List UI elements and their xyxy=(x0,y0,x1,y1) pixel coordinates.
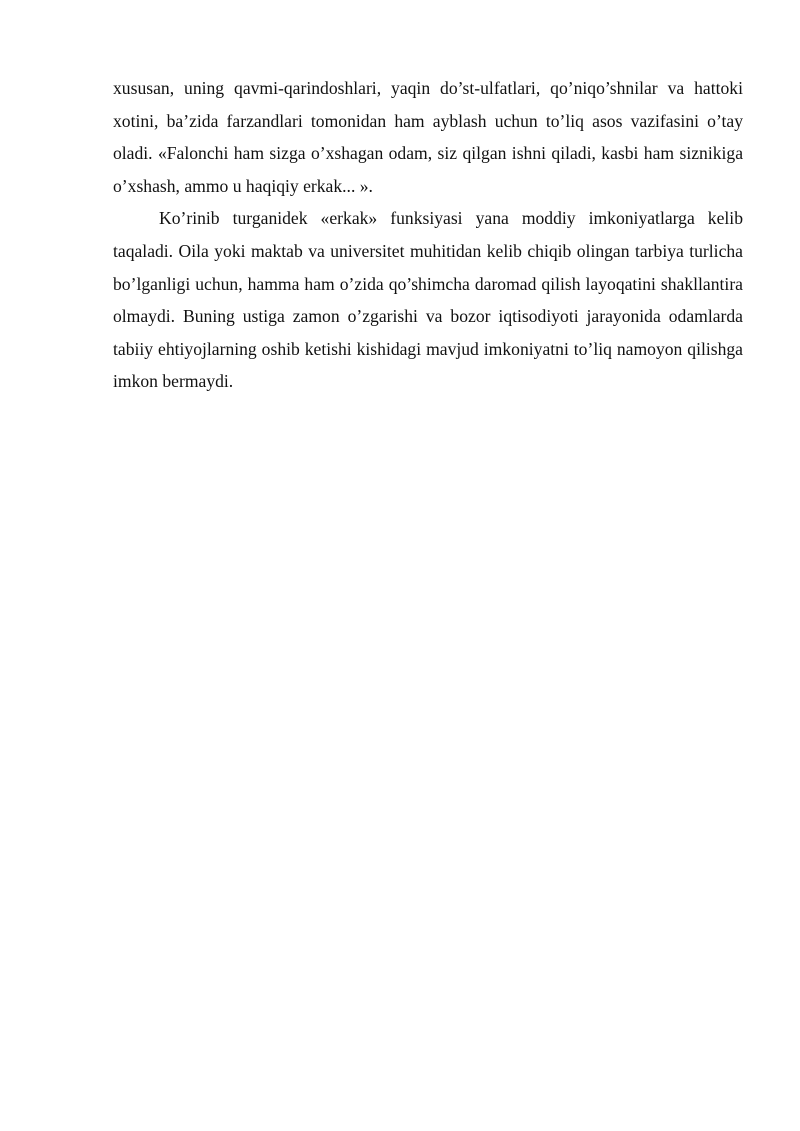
paragraph-erkak-function: Ko’rinib turganidek «erkak» funksiyasi yana moddiy imkoniyatlarga kelib taqaladi. Oila yoki maktab va universitet muhitidan kelib chiqib olingan tarbiya turlicha bo’lganligi uchun, hamma ham o’zida qo’shimcha daromad qilish layoqatini shakllantira olmaydi. Buning ustiga zamon o’zgarishi va bozor iqtisodiyoti jarayonida odamlarda tabiiy ehtiyojlarning oshib ketishi kishidagi mavjud imkoniyatni to’liq namoyon qilishga imkon bermaydi. xyxy=(113,208,743,392)
document-body xyxy=(113,72,743,398)
paragraph-continuation: xususan, uning qavmi-qarindoshlari, yaqin do’st-ulfatlari, qo’niqo’shnilar va hattoki xotini, ba’zida farzandlari tomonidan ham ayblash uchun to’liq asos vazifasini o’tay oladi. «Falonchi ham sizga o’xshagan odam, siz qilgan ishni qiladi, kasbi ham siznikiga o’xshash, ammo u haqiqiy erkak... ». xyxy=(113,78,743,196)
